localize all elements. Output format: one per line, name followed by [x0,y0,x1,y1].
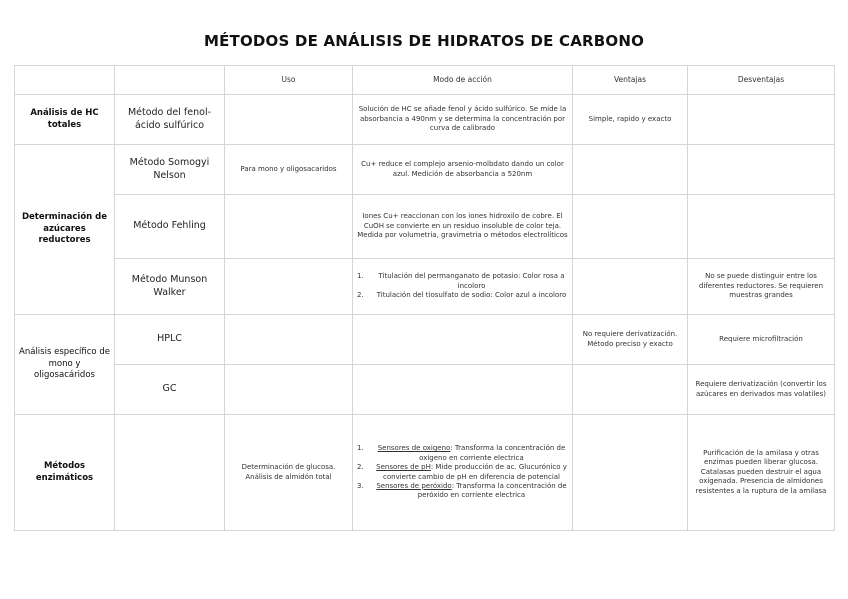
ventajas-cell: Simple, rapido y exacto [573,95,688,145]
desventajas-cell [688,195,835,259]
steps-list [357,444,568,501]
uso-cell [225,365,353,415]
uso-cell: Para mono y oligosacaridos [225,145,353,195]
methods-table [14,65,835,531]
desventajas-cell [688,145,835,195]
modo-cell [353,259,573,315]
sensor-description: : Transforma la concentración de oxigeno en corriente electrica [419,444,566,462]
sensor-description: : Mide producción de ac. Glucurónico y convierte cambio de pH en diferencia de potencial [383,463,567,481]
method-name: HPLC [115,315,225,365]
table-row [15,145,835,195]
list-item [357,482,568,501]
modo-cell: Cu+ reduce el complejo arsenio-molbdato dando un color azul. Medición de absorbancia a 520nm [353,145,573,195]
method-name: Método Munson Walker [115,259,225,315]
list-item [357,463,568,482]
modo-cell: Solución de HC se añade fenol y ácido sulfúrico. Se mide la absorbancia a 490nm y se determina la concentración por curva de calibrado [353,95,573,145]
step-number: 1. [357,444,364,453]
uso-cell [225,259,353,315]
method-name: Método del fenol-ácido sulfúrico [115,95,225,145]
modo-cell [353,365,573,415]
group-label: Determinación de azúcares reductores [15,145,115,315]
header-ventajas: Ventajas [573,66,688,95]
header-uso: Uso [225,66,353,95]
ventajas-cell [573,195,688,259]
step-text: Titulación del tiosulfato de sodio: Color azul a incoloro [376,291,567,300]
table-row [15,365,835,415]
ventajas-cell [573,259,688,315]
step-text [375,463,568,482]
step-number: 2. [357,291,364,300]
desventajas-cell [688,95,835,145]
desventajas-cell: Requiere microfiltración [688,315,835,365]
uso-cell: Determinación de glucosa. Análisis de almidón total [225,415,353,531]
table-row [15,259,835,315]
list-item [357,272,568,291]
list-item [357,291,568,300]
table-row [15,415,835,531]
table-row [15,95,835,145]
uso-cell [225,95,353,145]
header-cell [115,66,225,95]
group-label: Análisis de HC totales [15,95,115,145]
header-desventajas: Desventajas [688,66,835,95]
modo-cell [353,415,573,531]
uso-cell [225,315,353,365]
sensor-label: Sensores de pH [376,463,431,472]
ventajas-cell [573,415,688,531]
header-cell [15,66,115,95]
step-number: 2. [357,463,364,472]
desventajas-cell: Requiere derivatización (convertir los azúcares en derivados mas volatiles) [688,365,835,415]
steps-list [357,272,568,300]
method-name: Método Somogyi Nelson [115,145,225,195]
modo-cell [353,315,573,365]
ventajas-cell [573,365,688,415]
step-number: 1. [357,272,364,281]
desventajas-cell: No se puede distinguir entre los diferentes reductores. Se requieren muestras grandes [688,259,835,315]
step-number: 3. [357,481,364,490]
ventajas-cell: No requiere derivatización. Método preciso y exacto [573,315,688,365]
sensor-label: Sensores de peróxido [376,481,452,490]
method-name: Método Fehling [115,195,225,259]
method-name [115,415,225,531]
step-text [375,444,568,463]
step-text [375,482,568,501]
uso-cell [225,195,353,259]
group-label: Métodos enzimáticos [15,415,115,531]
table-row [15,195,835,259]
table-row [15,315,835,365]
sensor-label: Sensores de oxigeno [377,444,451,453]
header-modo: Modo de acción [353,66,573,95]
header-row [15,66,835,95]
sensor-description: : Transforma la concentración de peróxido en corriente electrica [417,481,567,500]
ventajas-cell [573,145,688,195]
group-label: Análisis específico de mono y oligosacáridos [15,315,115,415]
step-text: Titulación del permanganato de potasio: Color rosa a incoloro [378,272,565,290]
list-item [357,444,568,463]
desventajas-cell: Purificación de la amilasa y otras enzimas pueden liberar glucosa. Catalasas pueden destruir el agua oxigenada. Presencia de almidones resistentes a la ruptura de la amilasa [688,415,835,531]
method-name: GC [115,365,225,415]
page-title: MÉTODOS DE ANÁLISIS DE HIDRATOS DE CARBONO [203,32,645,50]
modo-cell: Iones Cu+ reaccionan con los iones hidroxilo de cobre. El CuOH se convierte en un residuo insoluble de color teja. Medida por volumetria, gravimetria o métodos electrolíticos [353,195,573,259]
